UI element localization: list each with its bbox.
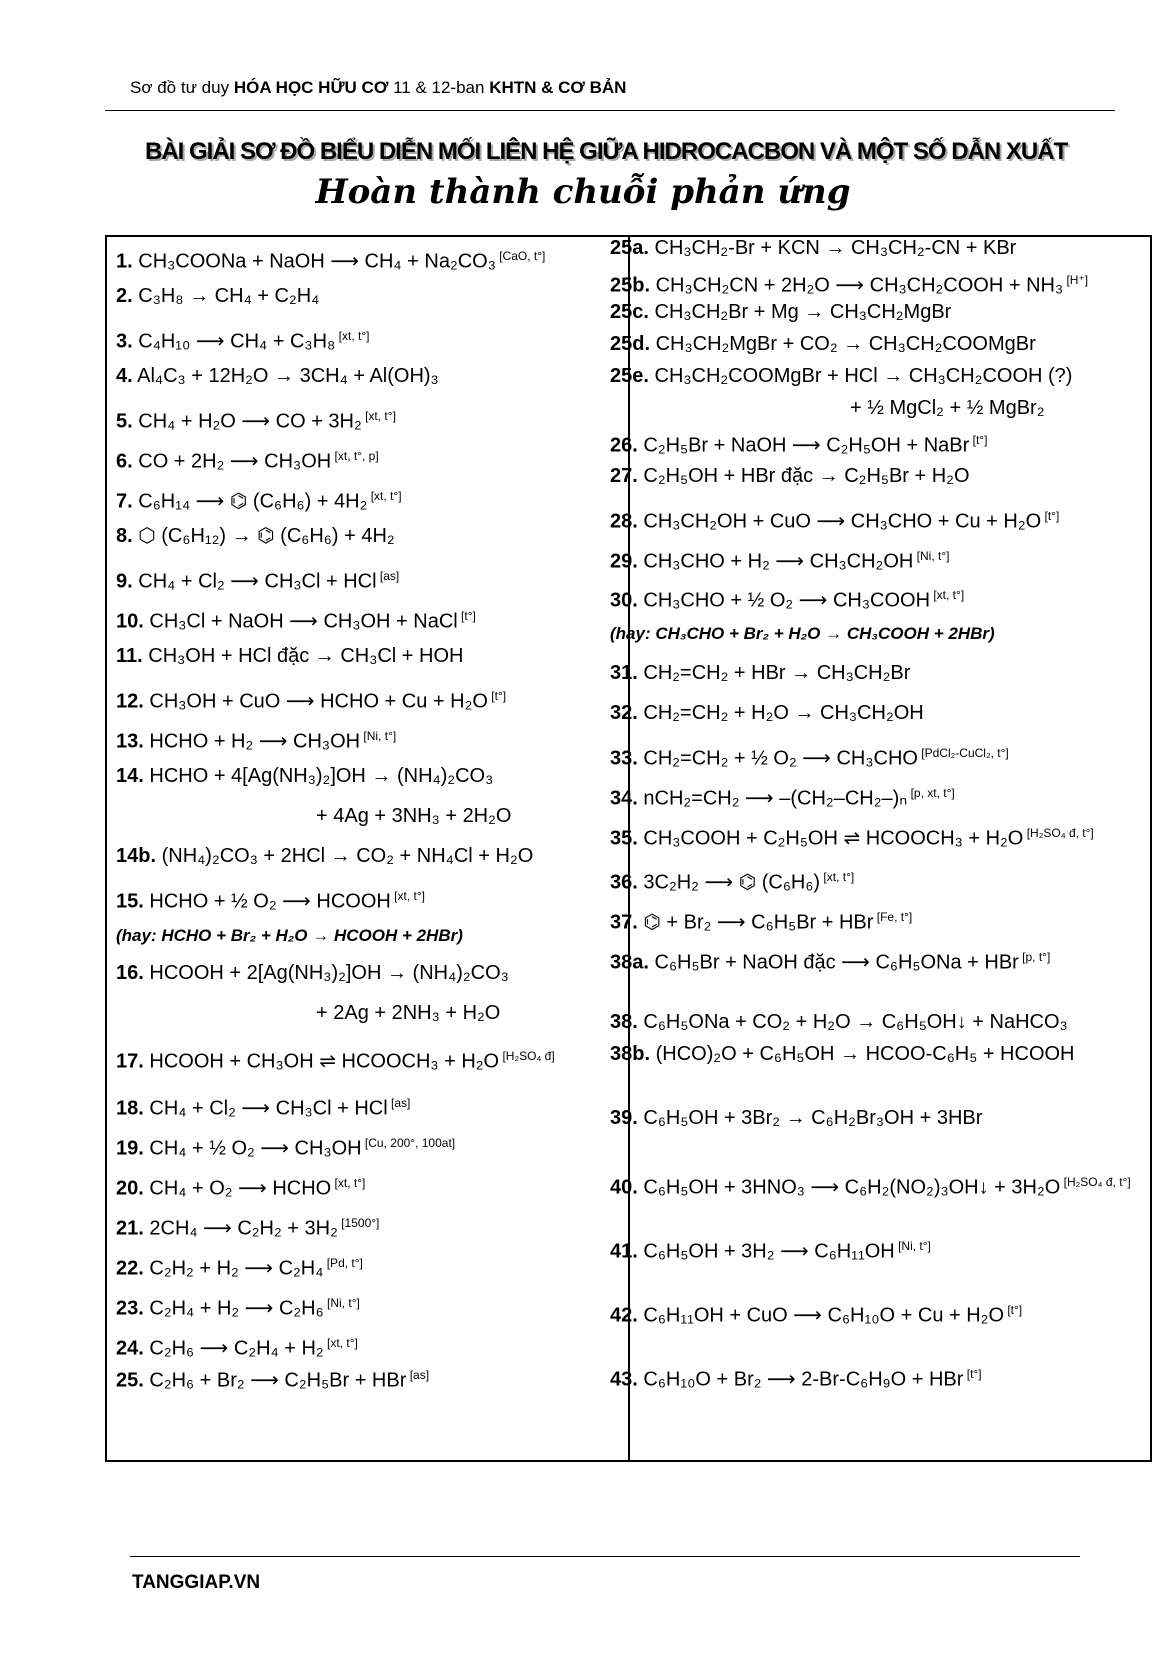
- reaction-condition: [1500°]: [337, 1216, 380, 1230]
- reaction-number: 4.: [116, 365, 133, 387]
- reaction-equation: C₃H₈ → CH₄ + C₂H₄: [138, 285, 320, 307]
- reaction-condition: [xt, t°]: [335, 329, 370, 343]
- reaction-condition: [Pd, t°]: [323, 1256, 363, 1270]
- reaction-equation: 2CH₄ ⟶ C₂H₂ + 3H₂: [149, 1217, 338, 1240]
- reaction-number: 36.: [610, 871, 638, 894]
- reaction-condition: [xt, t°]: [930, 588, 965, 602]
- reaction-condition: [H₂SO₄ đ]: [499, 1049, 555, 1063]
- reaction-equation: C₆H₅OH + 3H₂ ⟶ C₆H₁₁OH: [643, 1240, 895, 1263]
- left-reaction-line: [116, 604, 476, 634]
- reaction-number: 25e.: [610, 365, 649, 387]
- header-track: KHTN & CƠ BẢN: [489, 78, 627, 97]
- reaction-equation: (hay: CH₃CHO + Br₂ + H₂O → CH₃COOH + 2HBr): [610, 624, 995, 643]
- header-grade: 11 & 12-ban: [393, 78, 485, 97]
- reaction-number: 31.: [610, 662, 638, 684]
- left-reaction-line: [116, 364, 439, 388]
- reaction-number: 8.: [116, 525, 133, 547]
- right-reaction-line: [610, 781, 955, 811]
- reaction-equation: CH₄ + H₂O ⟶ CO + 3H₂: [138, 410, 362, 433]
- right-reaction-line: [610, 236, 1016, 260]
- right-reaction-line: [610, 905, 912, 935]
- reaction-condition: [H₂SO₄ đ, t°]: [1023, 826, 1094, 840]
- reaction-condition: [as]: [387, 1096, 411, 1110]
- reaction-equation: + 2Ag + 2NH₃ + H₂O: [316, 1002, 501, 1024]
- reaction-condition: [Ni, t°]: [360, 729, 397, 743]
- right-reaction-line: [610, 364, 1072, 388]
- right-reaction-line: [610, 821, 1094, 851]
- reaction-equation: CH₃CHO + ½ O₂ ⟶ CH₃COOH: [643, 589, 931, 612]
- reaction-number: 6.: [116, 450, 133, 473]
- reaction-condition: [t°]: [1004, 1303, 1023, 1317]
- footer-rule: [130, 1556, 1080, 1557]
- right-reaction-line: [610, 464, 970, 488]
- reaction-condition: [xt, t°]: [820, 870, 855, 884]
- left-reaction-line: [116, 844, 533, 868]
- left-reaction-line: [116, 1363, 429, 1393]
- reaction-equation: ⬡ (C₆H₁₂) → ⌬ (C₆H₆) + 4H₂: [138, 525, 395, 547]
- reaction-number: 25d.: [610, 333, 651, 355]
- reaction-number: 18.: [116, 1097, 144, 1120]
- reaction-number: 10.: [116, 610, 144, 633]
- reaction-condition: [xt, t°]: [323, 1336, 358, 1350]
- reaction-equation: CH₃COOH + C₂H₅OH ⇌ HCOOCH₃ + H₂O: [643, 827, 1024, 850]
- right-reaction-line: [610, 1042, 1075, 1066]
- reaction-condition: [Ni, t°]: [913, 549, 950, 563]
- reaction-condition: [t°]: [1041, 509, 1060, 523]
- reaction-condition: [H₂SO₄ đ, t°]: [1060, 1175, 1131, 1189]
- reaction-condition: [xt, t°]: [331, 1176, 366, 1190]
- left-reaction-line: [116, 484, 402, 514]
- right-reaction-line: [610, 945, 1050, 975]
- right-reaction-line: [610, 504, 1059, 534]
- reaction-equation: C₆H₅OH + 3Br₂ → C₆H₂Br₃OH + 3HBr: [643, 1107, 983, 1129]
- reaction-equation: CH₃CH₂-Br + KCN → CH₃CH₂-CN + KBr: [654, 237, 1017, 259]
- reaction-equation: C₆H₅ONa + CO₂ + H₂O → C₆H₅OH↓ + NaHCO₃: [643, 1011, 1068, 1033]
- reaction-equation: (HCO)₂O + C₆H₅OH → HCOO-C₆H₅ + HCOOH: [655, 1043, 1075, 1065]
- reaction-equation: CH₄ + Cl₂ ⟶ CH₃Cl + HCl: [149, 1097, 388, 1120]
- reaction-number: 39.: [610, 1107, 638, 1129]
- page-subtitle: Hoàn thành chuỗi phản ứng: [315, 172, 851, 212]
- reaction-equation: CH₃CHO + H₂ ⟶ CH₃CH₂OH: [643, 550, 914, 573]
- reaction-equation: CH₂=CH₂ + HBr → CH₃CH₂Br: [643, 662, 911, 684]
- reaction-condition: [t°]: [487, 689, 507, 703]
- right-reaction-line: [610, 300, 951, 324]
- reaction-equation: C₂H₆ ⟶ C₂H₄ + H₂: [149, 1337, 324, 1360]
- right-reaction-line: [610, 544, 949, 574]
- left-reaction-line: [116, 244, 545, 274]
- reaction-equation: CH₃COONa + NaOH ⟶ CH₄ + Na₂CO₃: [138, 250, 496, 273]
- reaction-number: 2.: [116, 285, 133, 307]
- reaction-condition: [Cu, 200°, 100at]: [361, 1136, 456, 1150]
- reaction-equation: + ½ MgCl₂ + ½ MgBr₂: [850, 397, 1045, 419]
- reaction-number: 16.: [116, 962, 144, 984]
- reaction-number: 25b.: [610, 274, 651, 297]
- reaction-equation: C₆H₅OH + 3HNO₃ ⟶ C₆H₂(NO₂)₃OH↓ + 3H₂O: [643, 1176, 1061, 1199]
- reaction-number: 38a.: [610, 951, 649, 974]
- reaction-condition: [as]: [376, 569, 400, 583]
- reaction-number: 40.: [610, 1176, 638, 1199]
- reaction-equation: CH₃CH₂Br + Mg → CH₃CH₂MgBr: [654, 301, 952, 323]
- reaction-equation: HCOOH + 2[Ag(NH₃)₂]OH → (NH₄)₂CO₃: [149, 962, 509, 984]
- reaction-number: 38.: [610, 1011, 638, 1033]
- reaction-number: 30.: [610, 589, 638, 612]
- reaction-equation: C₂H₆ + Br₂ ⟶ C₂H₅Br + HBr: [149, 1369, 407, 1392]
- reaction-condition: [H⁺]: [1063, 273, 1089, 287]
- reaction-condition: [CaO, t°]: [495, 249, 546, 263]
- reaction-condition: [Ni, t°]: [323, 1296, 360, 1310]
- reaction-number: 28.: [610, 510, 638, 533]
- right-reaction-line: [610, 1298, 1022, 1328]
- reaction-number: 20.: [116, 1177, 144, 1200]
- reaction-number: 35.: [610, 827, 638, 850]
- reaction-equation: C₂H₅OH + HBr đặc → C₂H₅Br + H₂O: [643, 465, 970, 487]
- reaction-number: 29.: [610, 550, 638, 573]
- right-reaction-line: [610, 268, 1088, 298]
- reaction-number: 1.: [116, 250, 133, 273]
- reaction-condition: [p, xt, t°]: [907, 786, 955, 800]
- reaction-number: 25a.: [610, 237, 649, 259]
- reaction-equation: CH₂=CH₂ + ½ O₂ ⟶ CH₃CHO: [643, 747, 918, 770]
- left-reaction-line: [316, 1001, 500, 1025]
- reaction-number: 43.: [610, 1368, 638, 1391]
- left-reaction-line: [116, 724, 396, 754]
- reaction-equation: HCHO + ½ O₂ ⟶ HCOOH: [149, 890, 391, 913]
- reaction-condition: [xt, t°, p]: [331, 449, 379, 463]
- right-reaction-line: [610, 1170, 1131, 1200]
- reaction-equation: CH₃CH₂COOMgBr + HCl → CH₃CH₂COOH (?): [654, 365, 1073, 387]
- reaction-condition: [p, t°]: [1018, 950, 1051, 964]
- reaction-number: 7.: [116, 490, 133, 513]
- reaction-equation: CH₂=CH₂ + H₂O → CH₃CH₂OH: [643, 702, 924, 724]
- left-reaction-line: [116, 764, 493, 788]
- header-prefix: Sơ đồ tư duy: [130, 78, 230, 97]
- reaction-equation: CH₃CH₂OH + CuO ⟶ CH₃CHO + Cu + H₂O: [643, 510, 1042, 533]
- left-reaction-line: [116, 1091, 410, 1121]
- left-reaction-line: [116, 404, 396, 434]
- reaction-equation: HCHO + H₂ ⟶ CH₃OH: [149, 730, 361, 753]
- reaction-condition: [Fe, t°]: [873, 910, 913, 924]
- reaction-condition: [PdCl₂-CuCl₂, t°]: [917, 746, 1009, 760]
- reaction-number: 14b.: [116, 845, 157, 867]
- reaction-number: 3.: [116, 330, 133, 353]
- reaction-equation: C₆H₅Br + NaOH đặc ⟶ C₆H₅ONa + HBr: [654, 951, 1019, 974]
- reaction-equation: CH₃Cl + NaOH ⟶ CH₃OH + NaCl: [149, 610, 458, 633]
- right-reaction-line: [610, 622, 995, 646]
- left-reaction-line: [116, 961, 509, 985]
- right-reaction-line: [610, 1106, 982, 1130]
- reaction-equation: CH₃CH₂CN + 2H₂O ⟶ CH₃CH₂COOH + NH₃: [655, 274, 1064, 297]
- right-reaction-line: [610, 865, 854, 895]
- reaction-equation: ⌬ + Br₂ ⟶ C₆H₅Br + HBr: [643, 911, 874, 934]
- right-reaction-line: [610, 701, 924, 725]
- reaction-equation: Al₄C₃ + 12H₂O → 3CH₄ + Al(OH)₃: [137, 365, 439, 387]
- header-rule: [105, 110, 1115, 111]
- right-reaction-line: [610, 661, 910, 685]
- reaction-number: 25.: [116, 1369, 144, 1392]
- page-title: BÀI GIẢI SƠ ĐỒ BIỂU DIỄN MỐI LIÊN HỆ GIỮA HIDROCACBON VÀ MỘT SỐ DẪN XUẤT: [145, 138, 1068, 165]
- reaction-number: 17.: [116, 1050, 144, 1073]
- reaction-equation: (NH₄)₂CO₃ + 2HCl → CO₂ + NH₄Cl + H₂O: [161, 845, 534, 867]
- reaction-condition: [as]: [406, 1368, 430, 1382]
- left-reaction-line: [116, 924, 463, 948]
- reaction-condition: [t°]: [963, 1367, 982, 1381]
- document-header: [130, 78, 626, 98]
- reaction-equation: CH₄ + O₂ ⟶ HCHO: [149, 1177, 332, 1200]
- reaction-number: 41.: [610, 1240, 638, 1263]
- reaction-equation: C₄H₁₀ ⟶ CH₄ + C₃H₈: [138, 330, 336, 353]
- reaction-number: 42.: [610, 1304, 638, 1327]
- reaction-number: 38b.: [610, 1043, 651, 1065]
- reaction-number: 5.: [116, 410, 133, 433]
- reaction-equation: C₂H₅Br + NaOH ⟶ C₂H₅OH + NaBr: [643, 434, 970, 457]
- reaction-equation: (hay: HCHO + Br₂ + H₂O → HCOOH + 2HBr): [116, 926, 463, 945]
- left-reaction-line: [116, 1131, 455, 1161]
- left-reaction-line: [116, 284, 319, 308]
- reaction-number: 14.: [116, 765, 144, 787]
- header-subject: HÓA HỌC HỮU CƠ: [233, 78, 389, 97]
- reaction-condition: [Ni, t°]: [894, 1239, 931, 1253]
- reaction-equation: C₆H₁₀O + Br₂ ⟶ 2-Br-C₆H₉O + HBr: [643, 1368, 964, 1391]
- reaction-equation: CH₃OH + HCl đặc → CH₃Cl + HOH: [148, 645, 464, 667]
- reaction-equation: C₂H₄ + H₂ ⟶ C₂H₆: [149, 1297, 324, 1320]
- reaction-equation: 3C₂H₂ ⟶ ⌬ (C₆H₆): [643, 871, 821, 894]
- reaction-condition: [t°]: [969, 433, 988, 447]
- left-reaction-line: [116, 1044, 555, 1074]
- right-reaction-line: [610, 428, 987, 458]
- footer-site: TANGGIAP.VN: [132, 1572, 261, 1593]
- reaction-number: 21.: [116, 1217, 144, 1240]
- reaction-number: 12.: [116, 690, 144, 713]
- left-reaction-line: [116, 564, 399, 594]
- reaction-condition: [xt, t°]: [367, 489, 402, 503]
- left-reaction-line: [116, 444, 379, 474]
- left-reaction-line: [116, 884, 425, 914]
- reaction-number: 37.: [610, 911, 638, 934]
- right-reaction-line: [610, 741, 1009, 771]
- reaction-number: 19.: [116, 1137, 144, 1160]
- reaction-number: 9.: [116, 570, 133, 593]
- reaction-number: 24.: [116, 1337, 144, 1360]
- reaction-number: 33.: [610, 747, 638, 770]
- reaction-number: 25c.: [610, 301, 649, 323]
- right-reaction-line: [610, 1362, 982, 1392]
- reaction-equation: CH₃OH + CuO ⟶ HCHO + Cu + H₂O: [149, 690, 488, 713]
- right-reaction-line: [610, 1010, 1068, 1034]
- left-reaction-line: [116, 684, 506, 714]
- left-reaction-line: [116, 324, 369, 354]
- reaction-equation: nCH₂=CH₂ ⟶ –(CH₂–CH₂–)ₙ: [643, 787, 908, 810]
- reaction-number: 27.: [610, 465, 638, 487]
- left-reaction-line: [116, 644, 464, 668]
- reaction-condition: [xt, t°]: [361, 409, 396, 423]
- reaction-number: 26.: [610, 434, 638, 457]
- reaction-number: 34.: [610, 787, 638, 810]
- right-reaction-line: [610, 583, 964, 613]
- reaction-equation: C₆H₁₁OH + CuO ⟶ C₆H₁₀O + Cu + H₂O: [643, 1304, 1004, 1327]
- right-reaction-line: [610, 1234, 931, 1264]
- reaction-equation: HCOOH + CH₃OH ⇌ HCOOCH₃ + H₂O: [149, 1050, 500, 1073]
- left-reaction-line: [116, 1291, 360, 1321]
- reaction-equation: CO + 2H₂ ⟶ CH₃OH: [138, 450, 332, 473]
- reaction-equation: + 4Ag + 3NH₃ + 2H₂O: [316, 805, 512, 827]
- left-reaction-line: [116, 1251, 363, 1281]
- reaction-equation: CH₄ + ½ O₂ ⟶ CH₃OH: [149, 1137, 362, 1160]
- reaction-condition: [xt, t°]: [390, 889, 425, 903]
- reaction-equation: CH₃CH₂MgBr + CO₂ → CH₃CH₂COOMgBr: [655, 333, 1036, 355]
- left-reaction-line: [116, 1211, 379, 1241]
- reaction-equation: C₂H₂ + H₂ ⟶ C₂H₄: [149, 1257, 324, 1280]
- left-reaction-line: [116, 524, 395, 548]
- reaction-condition: [t°]: [457, 609, 476, 623]
- reaction-equation: C₆H₁₄ ⟶ ⌬ (C₆H₆) + 4H₂: [138, 490, 368, 513]
- right-reaction-line: [850, 396, 1044, 420]
- reaction-number: 32.: [610, 702, 638, 724]
- reaction-number: 15.: [116, 890, 144, 913]
- reaction-number: 22.: [116, 1257, 144, 1280]
- reaction-number: 13.: [116, 730, 144, 753]
- reaction-number: 23.: [116, 1297, 144, 1320]
- reaction-equation: CH₄ + Cl₂ ⟶ CH₃Cl + HCl: [138, 570, 377, 593]
- left-reaction-line: [116, 1331, 358, 1361]
- left-reaction-line: [116, 1171, 365, 1201]
- reaction-equation: HCHO + 4[Ag(NH₃)₂]OH → (NH₄)₂CO₃: [149, 765, 494, 787]
- right-reaction-line: [610, 332, 1036, 356]
- reaction-number: 11.: [116, 645, 143, 667]
- left-reaction-line: [316, 804, 511, 828]
